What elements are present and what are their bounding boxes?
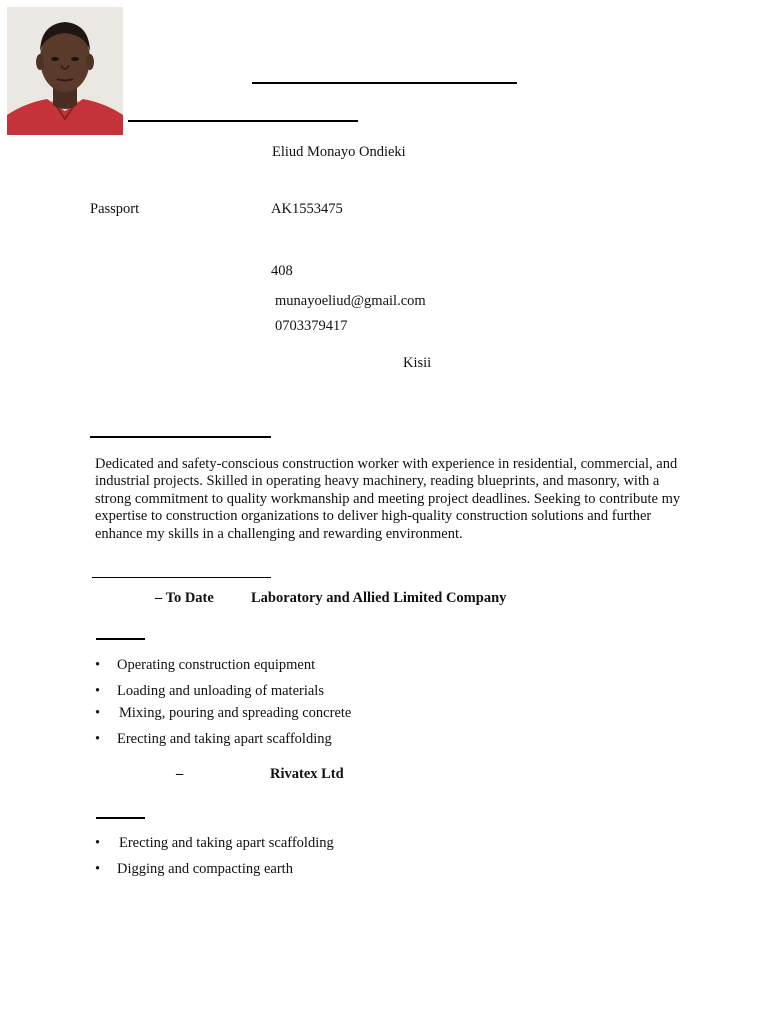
passport-label: Passport [90, 201, 140, 217]
passport-number: AK1553475 [271, 201, 343, 217]
job-dates: – [176, 766, 184, 782]
profile-summary: Dedicated and safety-conscious construction worker with experience in residential, commercial, and industrial projects. Skilled in operating heavy machinery, reading blueprints, and masonry, with a strong commitment to quality workmanship and meeting project deadlines. Seeking to contribute my expertise to construction organizations to deliver high-quality construction solutions and further enhance my skills in a challenging and rewarding environment. [95, 456, 681, 542]
email-address: munayoeliud@gmail.com [275, 293, 426, 309]
duty-text: Operating construction equipment [117, 657, 316, 673]
duty-text: Loading and unloading of materials [117, 683, 324, 699]
bullet-icon: • [95, 861, 101, 877]
duty-text: Erecting and taking apart scaffolding [119, 835, 334, 851]
bullet-icon: • [95, 705, 101, 721]
job-dates: – To Date [155, 590, 214, 606]
duty-text: Digging and compacting earth [117, 861, 293, 877]
job-company: Laboratory and Allied Limited Company [251, 590, 507, 606]
town: Kisii [403, 355, 432, 371]
full-name: Eliud Monayo Ondieki [272, 144, 406, 160]
duty-text: Erecting and taking apart scaffolding [117, 731, 332, 747]
postal-address: 408 [271, 263, 293, 279]
bullet-icon: • [95, 731, 101, 747]
section-underline-summary [90, 436, 271, 438]
person-portrait-icon [7, 7, 123, 135]
profile-photo [7, 7, 123, 135]
bullet-icon: • [95, 683, 101, 699]
section-underline-personal [128, 120, 358, 122]
job-company: Rivatex Ltd [270, 766, 344, 782]
duty-text: Mixing, pouring and spreading concrete [119, 705, 352, 721]
duties-underline [96, 638, 145, 640]
bullet-icon: • [95, 657, 101, 673]
bullet-icon: • [95, 835, 101, 851]
duties-underline [96, 817, 145, 819]
title-underline [252, 82, 517, 84]
phone-number: 0703379417 [275, 318, 348, 334]
section-underline-experience [92, 577, 271, 578]
